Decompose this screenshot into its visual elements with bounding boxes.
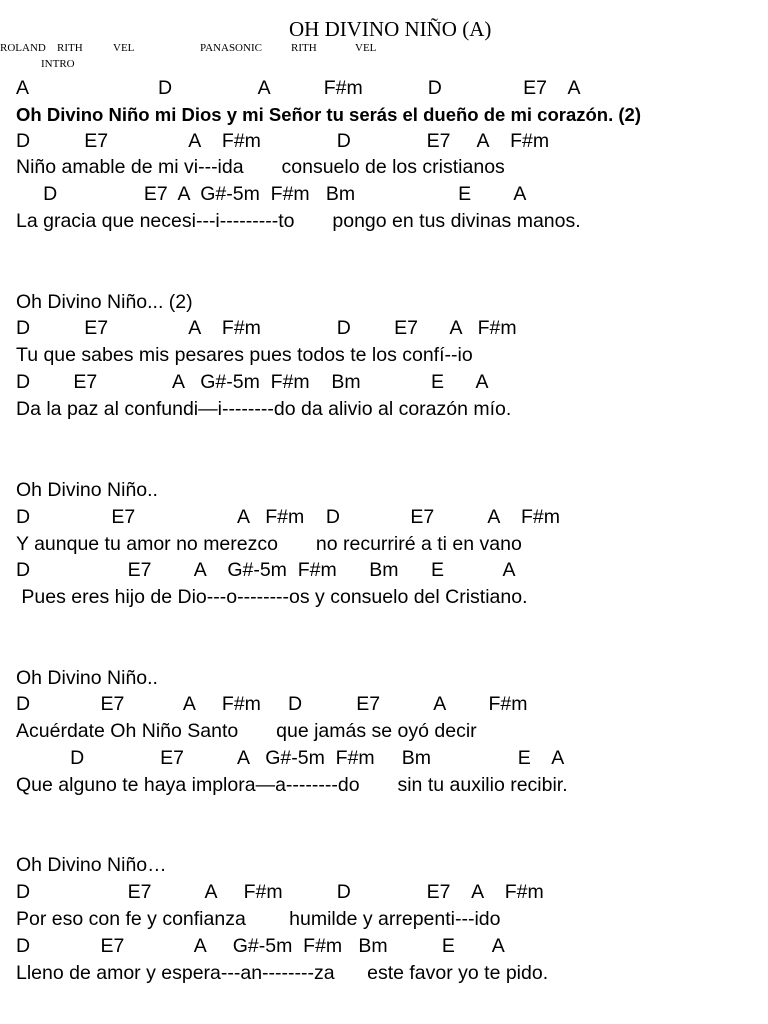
chord-line: D E7 A F#m D E7 A F#m (16, 693, 528, 715)
chord-line: D E7 A F#m D E7 A F#m (16, 881, 544, 903)
chord-line: D E7 A F#m D E7 A F#m (16, 130, 550, 152)
lyric-line: Por eso con fe y confianza humilde y arrepenti---ido (16, 908, 501, 930)
lyric-line: Tu que sabes mis pesares pues todos te los confí--io (16, 344, 473, 366)
chord-line: D E7 A G#-5m F#m Bm E A (16, 935, 505, 957)
header-intro: INTRO (41, 58, 75, 70)
chord-line: D E7 A F#m D E7 A F#m (16, 317, 517, 339)
header-vel-2: VEL (355, 42, 377, 54)
lyric-line: Niño amable de mi vi---ida consuelo de los cristianos (16, 156, 505, 178)
chorus-reference: Oh Divino Niño... (2) (16, 291, 193, 313)
chord-line: A D A F#m D E7 A (16, 77, 581, 99)
chorus-lyric-line: Oh Divino Niño mi Dios y mi Señor tu serás el dueño de mi corazón. (2) (16, 104, 641, 125)
lyric-line: Da la paz al confundi—i--------do da alivio al corazón mío. (16, 398, 512, 420)
chord-line: D E7 A G#-5m F#m Bm E A (16, 559, 516, 581)
song-title: OH DIVINO NIÑO (A) (289, 17, 492, 41)
chorus-reference: Oh Divino Niño.. (16, 479, 158, 501)
lyric-line: La gracia que necesi---i---------to pongo en tus divinas manos. (16, 210, 581, 232)
lyric-line: Lleno de amor y espera---an--------za este favor yo te pido. (16, 962, 549, 984)
chord-line: D E7 A G#-5m F#m Bm E A (16, 371, 489, 393)
header-rith-1: RITH (57, 42, 83, 54)
lyric-line: Y aunque tu amor no merezco no recurriré a ti en vano (16, 533, 522, 555)
lyric-line: Pues eres hijo de Dio---o--------os y consuelo del Cristiano. (16, 586, 528, 608)
header-roland: ROLAND (0, 42, 46, 54)
chorus-reference: Oh Divino Niño.. (16, 667, 158, 689)
chorus-reference: Oh Divino Niño… (16, 854, 167, 876)
header-vel-1: VEL (113, 42, 135, 54)
lyric-line: Acuérdate Oh Niño Santo que jamás se oyó decir (16, 720, 477, 742)
header-panasonic: PANASONIC (200, 42, 262, 54)
chord-line: D E7 A G#-5m F#m Bm E A (16, 747, 565, 769)
lyric-line: Que alguno te haya implora—a--------do sin tu auxilio recibir. (16, 774, 568, 796)
chord-line: D E7 A G#-5m F#m Bm E A (16, 183, 527, 205)
header-rith-2: RITH (291, 42, 317, 54)
chord-line: D E7 A F#m D E7 A F#m (16, 506, 560, 528)
